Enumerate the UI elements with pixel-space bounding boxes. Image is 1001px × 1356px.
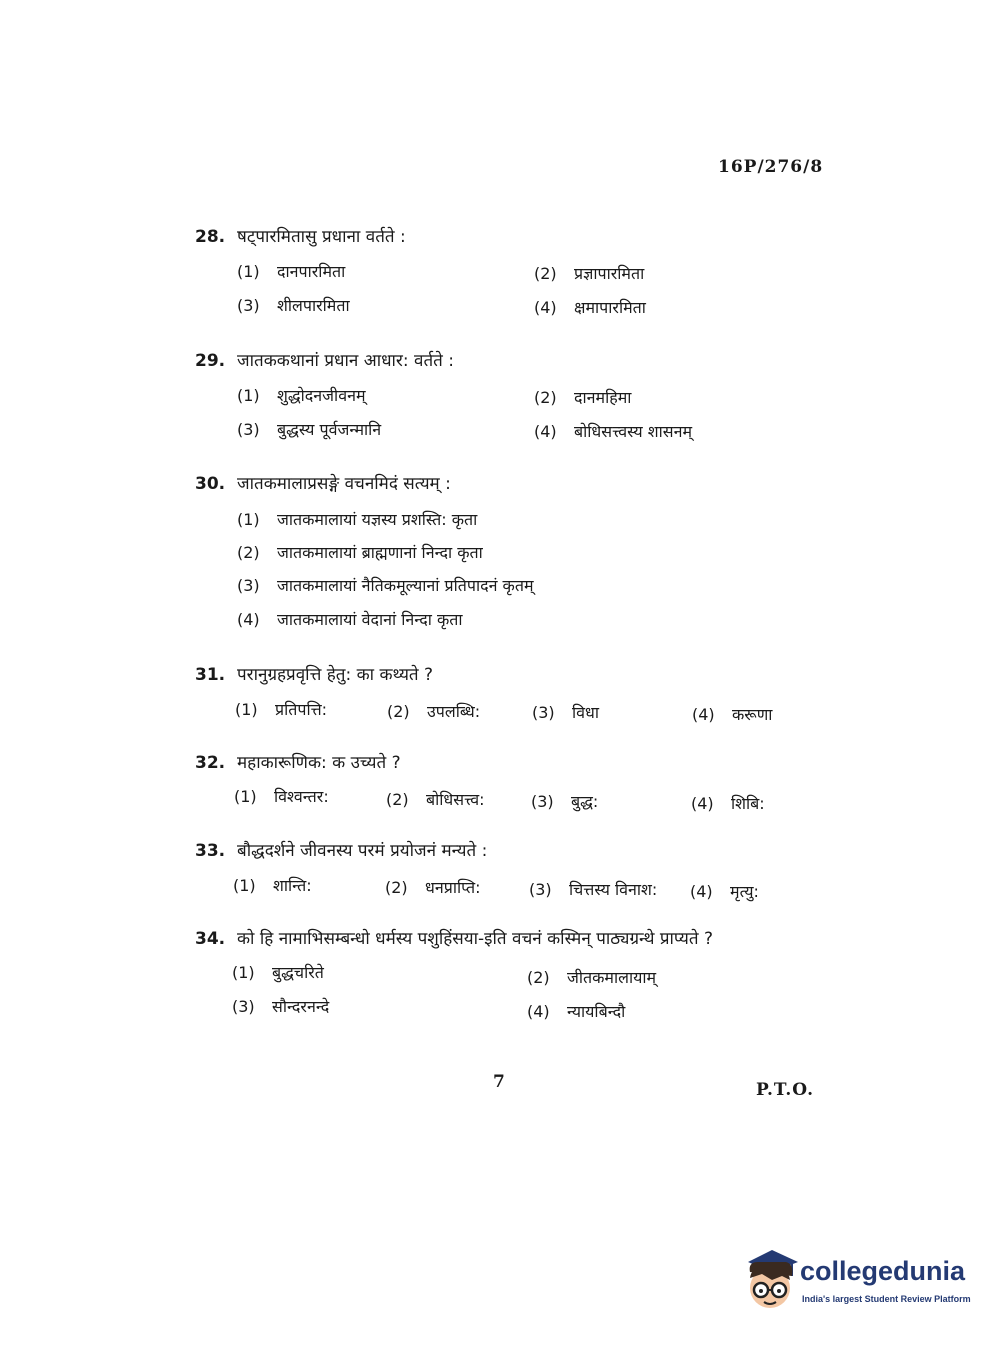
question-number: 30. bbox=[195, 474, 226, 494]
question-number: 33. bbox=[195, 841, 226, 861]
option: (1) दानपारमिता bbox=[237, 262, 346, 281]
option: (4) शिबि: bbox=[691, 794, 765, 813]
question-28 bbox=[195, 224, 406, 247]
option: (1) शुद्धोदनजीवनम् bbox=[237, 386, 366, 405]
option: (2) दानमहिमा bbox=[534, 388, 632, 407]
option: (3) शीलपारमिता bbox=[237, 296, 350, 315]
option: (2) जीतकमालायाम् bbox=[527, 968, 657, 987]
option: (2) जातकमालायां ब्राह्मणानां निन्दा कृता bbox=[237, 543, 483, 562]
question-number: 31. bbox=[195, 665, 226, 685]
option: (2) धनप्राप्ति: bbox=[385, 878, 481, 897]
question-30 bbox=[195, 471, 451, 494]
question-29 bbox=[195, 348, 454, 371]
question-text: परानुग्रहप्रवृत्ति हेतु: का कथ्यते ? bbox=[237, 665, 434, 685]
option: (3) चित्तस्य विनाश: bbox=[529, 880, 658, 899]
option: (4) बोधिसत्त्वस्य शासनम् bbox=[534, 422, 693, 441]
option: (4) क्षमापारमिता bbox=[534, 298, 646, 317]
question-32 bbox=[195, 750, 401, 773]
option: (2) प्रज्ञापारमिता bbox=[534, 264, 645, 283]
pto-label: P.T.O. bbox=[756, 1080, 814, 1100]
option: (1) बुद्धचरिते bbox=[232, 963, 324, 982]
question-number: 32. bbox=[195, 753, 226, 773]
option: (2) उपलब्धि: bbox=[387, 702, 481, 721]
option: (3) सौन्दरनन्दे bbox=[232, 997, 330, 1016]
option: (4) जातकमालायां वेदानां निन्दा कृता bbox=[237, 610, 463, 629]
mascot-icon bbox=[742, 1248, 800, 1310]
collegedunia-logo bbox=[742, 1248, 972, 1318]
option: (4) न्यायबिन्दौ bbox=[527, 1002, 626, 1021]
question-text: को हि नामाभिसम्बन्धो धर्मस्य पशुहिंसया-इति वचनं कस्मिन् पाठ्यग्रन्थे प्राप्यते ? bbox=[237, 929, 714, 949]
page-number: 7 bbox=[493, 1072, 505, 1092]
option: (3) विधा bbox=[532, 703, 600, 722]
option: (1) विश्वन्तर: bbox=[234, 787, 329, 806]
question-number: 28. bbox=[195, 227, 226, 247]
option: (1) शान्ति: bbox=[233, 876, 312, 895]
paper-code: 16P/276/8 bbox=[718, 157, 824, 177]
logo-tagline: India's largest Student Review Platform bbox=[802, 1294, 971, 1304]
option: (4) मृत्यु: bbox=[690, 882, 759, 901]
logo-wordmark: collegedunia bbox=[800, 1256, 966, 1286]
option: (1) प्रतिपत्ति: bbox=[235, 700, 328, 719]
option: (3) बुद्धस्य पूर्वजन्मानि bbox=[237, 420, 382, 439]
question-text: जातककथानां प्रधान आधार: वर्तते : bbox=[237, 351, 454, 371]
question-text: जातकमालाप्रसङ्गे वचनमिदं सत्यम् : bbox=[237, 474, 451, 494]
option: (4) करूणा bbox=[692, 705, 773, 724]
question-34 bbox=[195, 926, 713, 949]
question-33 bbox=[195, 838, 487, 861]
option: (3) बुद्ध: bbox=[531, 792, 599, 811]
option: (2) बोधिसत्त्व: bbox=[386, 790, 485, 809]
question-31 bbox=[195, 662, 433, 685]
option: (1) जातकमालायां यज्ञस्य प्रशस्ति: कृता bbox=[237, 510, 478, 529]
question-text: महाकारूणिक: क उच्यते ? bbox=[237, 753, 401, 773]
question-number: 34. bbox=[195, 929, 226, 949]
question-number: 29. bbox=[195, 351, 226, 371]
question-text: बौद्धदर्शने जीवनस्य परमं प्रयोजनं मन्यते : bbox=[237, 841, 488, 861]
option: (3) जातकमालायां नैतिकमूल्यानां प्रतिपादनं कृतम् bbox=[237, 576, 534, 595]
question-text: षट्पारमितासु प्रधाना वर्तते : bbox=[237, 227, 406, 247]
